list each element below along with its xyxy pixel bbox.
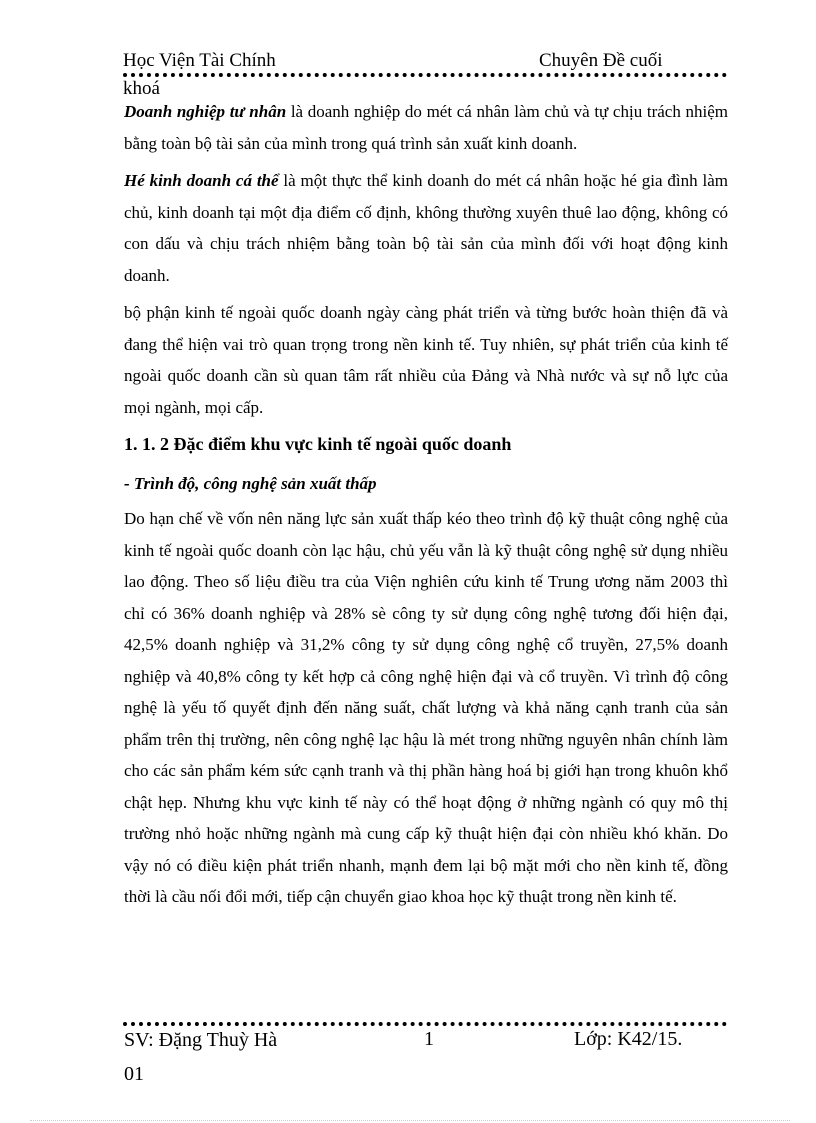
definition-private-enterprise: là doanh nghiệp do mét cá nhân làm chủ và tự chịu trách nhiệm bằng toàn bộ tài sản của mình trong quá trình sản xuất kinh doanh. bbox=[124, 102, 729, 153]
definition-household-business: là một thực thể kinh doanh do mét cá nhân hoặc hé gia đình làm chủ, kinh doanh tại một địa điểm cố định, không thường xuyên thuê lao động, không có con dấu và chịu trách nhiệm bằng toàn bộ tài sản của mình đối với hoạt động kinh doanh. bbox=[124, 171, 728, 285]
header-institution-name: Học Viện Tài Chính bbox=[123, 50, 276, 71]
subsection-heading: - Trình độ, công nghệ sản xuất thấp bbox=[124, 474, 377, 493]
term-private-enterprise: Doanh nghiệp tư nhân bbox=[124, 102, 287, 121]
header-dotted-rule bbox=[123, 73, 727, 77]
footer-student-id: 01 bbox=[124, 1063, 144, 1085]
footer-dotted-rule bbox=[123, 1022, 727, 1026]
paragraph-household-business bbox=[124, 165, 728, 291]
footer-class: Lớp: K42/15. bbox=[574, 1028, 683, 1050]
page-bottom-edge bbox=[30, 1120, 790, 1121]
term-household-business: Hé kinh doanh cá thể bbox=[124, 171, 279, 190]
page-number: 1 bbox=[424, 1028, 434, 1050]
document-body bbox=[124, 96, 728, 919]
paragraph-sector-role: bộ phận kinh tế ngoài quốc doanh ngày càng phát triển và từng bước hoàn thiện đã và đang thể hiện vai trò quan trọng trong nền kinh tế. Tuy nhiên, sự phát triển của kinh tế ngoài quốc doanh cần sù quan tâm rất nhiều của Đảng và Nhà nước và sự nỗ lực của mọi ngành, mọi cấp. bbox=[124, 303, 728, 417]
header-khoa: khoá bbox=[123, 78, 160, 99]
section-heading: 1. 1. 2 Đặc điểm khu vực kinh tế ngoài quốc doanh bbox=[124, 434, 512, 454]
paragraph-technology: Do hạn chế về vốn nên năng lực sản xuất thấp kéo theo trình độ kỹ thuật công nghệ của kinh tế ngoài quốc doanh còn lạc hậu, chủ yếu vẫn là kỹ thuật công nghệ sử dụng nhiều lao động. Theo số liệu điều tra của Viện nghiên cứu kinh tế Trung ương năm 2003 thì chỉ có 36% doanh nghiệp và 28% sè công ty sử dụng công nghệ tương đối hiện đại, 42,5% doanh nghiệp và 31,2% công ty sử dụng công nghệ cổ truyền, 27,5% doanh nghiệp và 40,8% công ty kết hợp cả công nghệ hiện đại và cổ truyền. Vì trình độ công nghệ là yếu tố quyết định đến năng suất, chất lượng và khả năng cạnh tranh của sản phẩm trên thị trường, nên công nghệ lạc hậu là mét trong những nguyên nhân chính làm cho các sản phẩm kém sức cạnh tranh và thị phần hàng hoá bị giới hạn trong khuôn khổ chật hẹp. Nhưng khu vực kinh tế này có thể hoạt động ở những ngành có quy mô thị trường nhỏ hoặc những ngành mà cung cấp kỹ thuật hiện đại còn nhiều khó khăn. Do vậy nó có điều kiện phát triển nhanh, mạnh đem lại bộ mặt mới cho nền kinh tế, đồng thời là cầu nối đổi mới, tiếp cận chuyển giao khoa học kỹ thuật trong nền kinh tế. bbox=[124, 509, 728, 906]
header-title: Chuyên Đề cuối bbox=[539, 50, 663, 71]
paragraph-private-enterprise bbox=[124, 96, 728, 159]
footer-student bbox=[124, 1028, 277, 1086]
footer-student-name: SV: Đặng Thuỳ Hà bbox=[124, 1029, 278, 1051]
